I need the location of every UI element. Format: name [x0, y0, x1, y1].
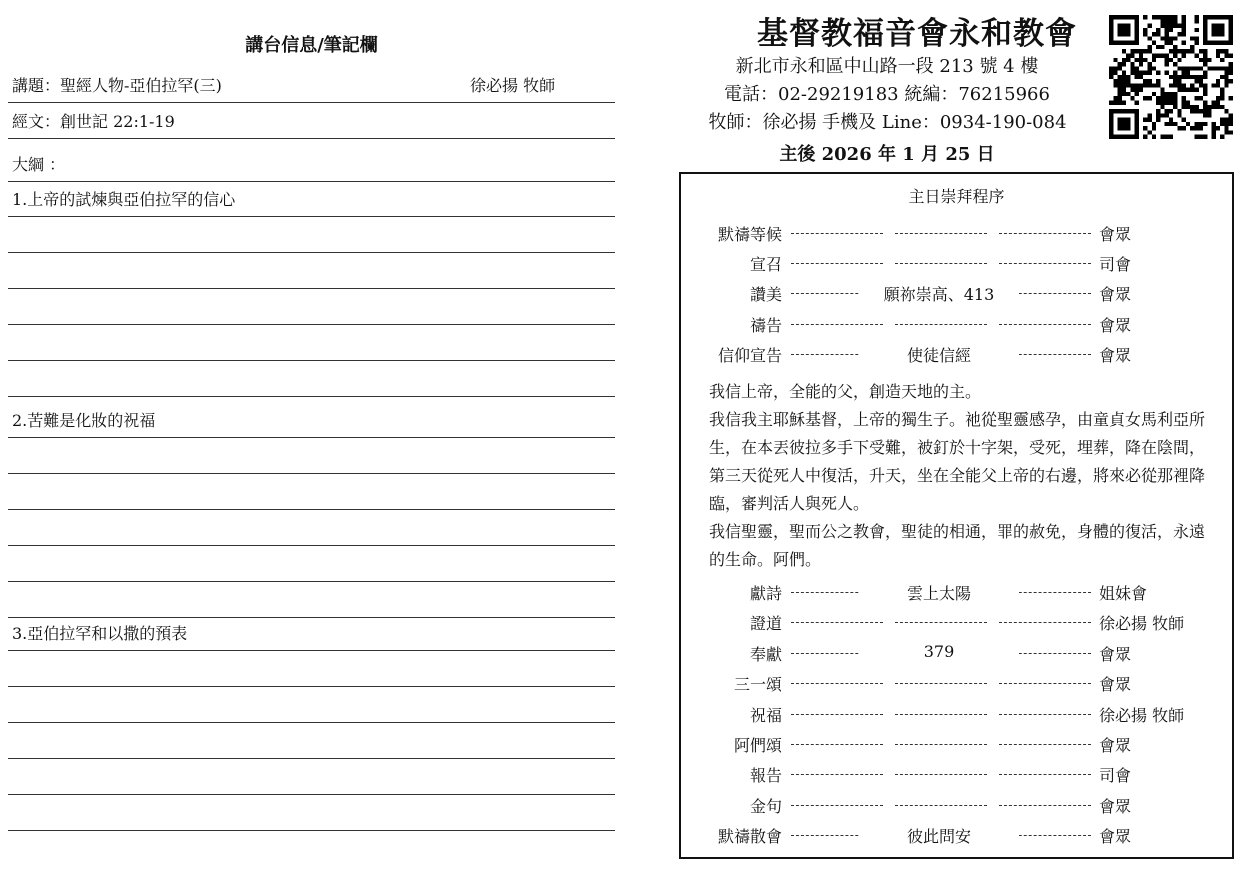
program-item — [681, 761, 1232, 787]
program-item-detail: 使徒信經 — [859, 343, 1019, 366]
dash-line — [999, 714, 1091, 715]
program-item-label: 祝福 — [749, 705, 782, 725]
dash-line — [895, 233, 987, 234]
program-item-leader: 會眾 — [1099, 675, 1132, 695]
dash-leader — [999, 792, 1091, 818]
program-item — [681, 250, 1232, 276]
program-item-leader: 會眾 — [1099, 796, 1132, 816]
dash-line — [999, 324, 1091, 325]
program-item-label: 禱告 — [749, 315, 782, 335]
sermon-topic — [8, 67, 615, 103]
program-item — [681, 701, 1232, 727]
note-line — [8, 325, 615, 361]
dash-leader — [791, 701, 883, 727]
program-item-leader: 姐妹會 — [1099, 584, 1148, 603]
program-item-leader: 會眾 — [1099, 285, 1132, 305]
dash-leader — [999, 761, 1091, 787]
program-item — [681, 579, 1232, 605]
dash-leader — [895, 731, 987, 757]
dash-leader — [791, 792, 883, 818]
program-item-detail: 雲上太陽 — [859, 581, 1019, 604]
dash-leader — [895, 670, 987, 696]
apostles-creed — [709, 378, 1209, 574]
note-line — [8, 759, 615, 795]
dash-leader — [895, 250, 987, 276]
program-item-leader: 會眾 — [1099, 736, 1132, 755]
scripture-reference-text: 經文：創世記 22:1-19 — [12, 112, 175, 131]
dash-leader — [999, 701, 1091, 727]
dash-leader — [999, 311, 1091, 337]
dash-leader — [895, 701, 987, 727]
program-item — [681, 731, 1232, 757]
outline-point — [8, 181, 615, 217]
dash-leader — [999, 731, 1091, 757]
service-date: 主後 2026 年 1 月 25 日 — [779, 144, 995, 165]
dash-line — [791, 714, 883, 715]
dash-line — [999, 805, 1091, 806]
program-item-detail: 379 — [859, 642, 1019, 661]
dash-leader — [999, 250, 1091, 276]
dash-line — [791, 622, 883, 623]
dash-leader — [999, 220, 1091, 246]
dash-line — [791, 263, 883, 264]
dash-line — [895, 774, 987, 775]
program-item-label: 奉獻 — [749, 644, 782, 664]
sermon-topic-text: 講題：聖經人物-亞伯拉罕(三) — [12, 76, 222, 95]
dash-line — [895, 622, 987, 623]
outline-point — [8, 402, 615, 438]
church-name: 基督教福音會永和教會 — [757, 16, 1077, 52]
note-line — [8, 438, 615, 474]
program-item-label: 阿們頌 — [733, 736, 782, 755]
program-title: 主日崇拜程序 — [908, 187, 1005, 206]
program-item — [681, 670, 1232, 696]
dash-line — [895, 744, 987, 745]
dash-line — [791, 683, 883, 684]
program-item — [681, 792, 1232, 818]
dash-line — [791, 774, 883, 775]
dash-leader — [791, 731, 883, 757]
outline-label — [8, 146, 615, 182]
program-item-label: 報告 — [749, 766, 782, 786]
dash-line — [895, 683, 987, 684]
note-line — [8, 723, 615, 759]
dash-leader — [791, 670, 883, 696]
creed-paragraph: 我信上帝，全能的父，創造天地的主。 — [709, 382, 982, 401]
program-item-leader: 會眾 — [1099, 345, 1132, 365]
program-item-leader: 會眾 — [1099, 315, 1132, 335]
dash-line — [999, 744, 1091, 745]
program-item-label: 讚美 — [749, 285, 782, 305]
program-item-leader: 會眾 — [1099, 225, 1132, 244]
program-item — [681, 220, 1232, 246]
program-item-detail: 願祢崇高、413 — [859, 282, 1019, 305]
dash-leader — [791, 761, 883, 787]
dash-leader — [895, 609, 987, 635]
outline-label-text: 大綱 ： — [12, 155, 66, 174]
dash-leader — [791, 609, 883, 635]
dash-leader — [791, 311, 883, 337]
program-item — [681, 311, 1232, 337]
program-item-label: 默禱等候 — [717, 225, 782, 244]
dash-leader — [895, 311, 987, 337]
outline-point-text: 1.上帝的試煉與亞伯拉罕的信心 — [12, 190, 236, 209]
note-line — [8, 217, 615, 253]
program-item-leader: 徐必揚 牧師 — [1099, 705, 1185, 725]
outline-point-text: 2.苦難是化妝的祝福 — [12, 411, 156, 430]
dash-line — [999, 233, 1091, 234]
note-line — [8, 474, 615, 510]
program-item-leader: 會眾 — [1099, 644, 1132, 664]
dash-line — [791, 324, 883, 325]
note-line — [8, 510, 615, 546]
program-item-leader: 司會 — [1099, 255, 1132, 275]
pastor-contact: 牧師：徐必揚 手機及 Line：0934-190-084 — [708, 112, 1067, 133]
program-item — [681, 280, 1232, 306]
dash-leader — [999, 609, 1091, 635]
dash-leader — [999, 670, 1091, 696]
church-phone: 電話：02-29219183 統編：76215966 — [724, 84, 1050, 105]
program-item-label: 信仰宣告 — [717, 345, 782, 365]
note-line — [8, 687, 615, 723]
worship-program — [679, 172, 1234, 859]
dash-line — [895, 714, 987, 715]
notes-page — [8, 0, 615, 874]
program-item — [681, 609, 1232, 635]
program-item-leader: 徐必揚 牧師 — [1099, 614, 1185, 634]
preacher-name: 徐必揚 牧師 — [470, 76, 556, 95]
program-item — [681, 341, 1232, 367]
program-item-label: 金句 — [749, 796, 782, 816]
outline-point — [8, 615, 615, 651]
program-item-label: 默禱散會 — [717, 827, 782, 847]
dash-line — [999, 263, 1091, 264]
dash-leader — [791, 220, 883, 246]
dash-line — [895, 263, 987, 264]
dash-line — [791, 805, 883, 806]
dash-line — [791, 744, 883, 745]
note-line — [8, 795, 615, 831]
note-line — [8, 253, 615, 289]
program-item — [681, 640, 1232, 666]
qr-code-icon[interactable] — [1109, 15, 1233, 139]
dash-leader — [895, 761, 987, 787]
creed-paragraph: 我信聖靈，聖而公之教會，聖徒的相通，罪的赦免，身體的復活，永遠的生命。阿們。 — [709, 522, 1206, 569]
outline-point-text: 3.亞伯拉罕和以撒的預表 — [12, 624, 188, 643]
dash-line — [999, 622, 1091, 623]
dash-leader — [895, 220, 987, 246]
creed-paragraph: 我信我主耶穌基督，上帝的獨生子。祂從聖靈感孕，由童貞女馬利亞所生，在本丟彼拉多手下受難，被釘於十字架，受死，埋葬，降在陰間，第三天從死人中復活，升天，坐在全能父上帝的右邊，將來必從那裡降臨，審判活人與死人。 — [709, 410, 1206, 513]
dash-line — [895, 805, 987, 806]
program-item-label: 宣召 — [749, 255, 782, 275]
dash-line — [999, 774, 1091, 775]
program-item-leader: 司會 — [1099, 766, 1132, 786]
note-line — [8, 361, 615, 397]
note-line — [8, 651, 615, 687]
program-item-leader: 會眾 — [1099, 827, 1132, 847]
dash-leader — [791, 250, 883, 276]
program-item — [681, 822, 1232, 848]
dash-line — [999, 683, 1091, 684]
program-item-label: 獻詩 — [749, 584, 782, 603]
dash-line — [791, 233, 883, 234]
note-line — [8, 582, 615, 618]
note-line — [8, 289, 615, 325]
program-item-label: 三一頌 — [733, 675, 782, 695]
program-item-detail: 彼此問安 — [859, 824, 1019, 847]
church-address: 新北市永和區中山路一段 213 號 4 樓 — [735, 56, 1039, 77]
dash-line — [895, 324, 987, 325]
program-item-label: 證道 — [749, 614, 782, 634]
dash-leader — [895, 792, 987, 818]
note-line — [8, 546, 615, 582]
notes-title: 講台信息/筆記欄 — [245, 35, 378, 56]
scripture-reference — [8, 103, 615, 139]
